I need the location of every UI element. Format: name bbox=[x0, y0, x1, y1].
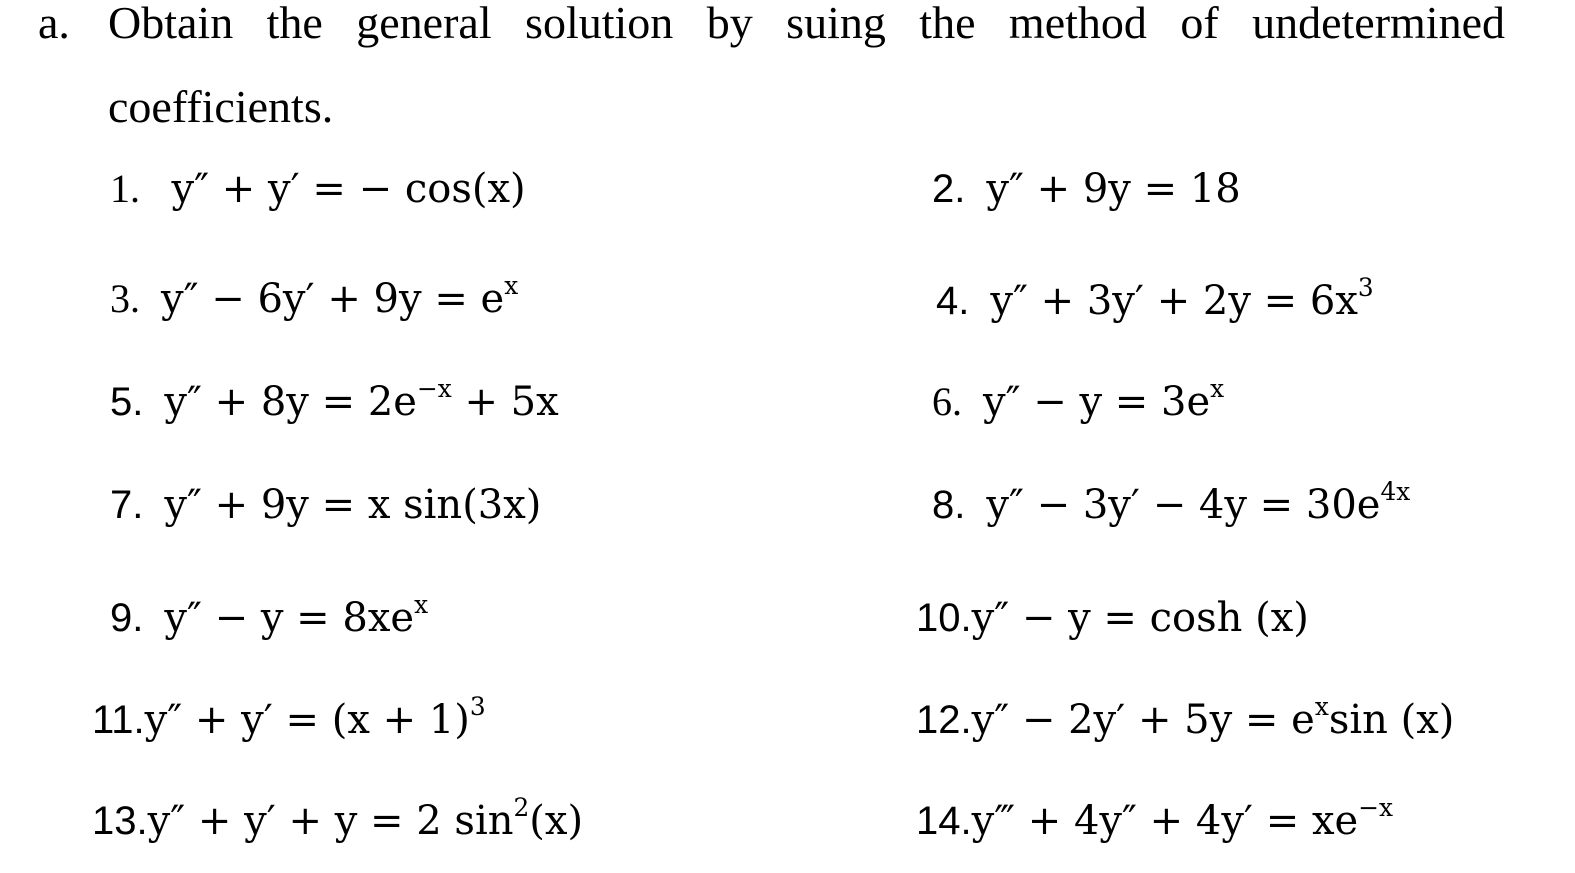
problem-equation: $y'' + y' = (x + 1)^3$ bbox=[144, 692, 486, 743]
problem-number: 11. bbox=[92, 698, 145, 742]
problem-number: 6. bbox=[932, 379, 962, 424]
problem-equation: y″ + 9y = 18 bbox=[986, 166, 1241, 212]
heading-label: a. bbox=[38, 0, 70, 48]
problem-6 bbox=[932, 374, 1225, 425]
problem-equation: $y'' + 3y' + 2y = 6x^3$ bbox=[990, 273, 1374, 324]
problem-9 bbox=[110, 590, 429, 641]
problem-number: 2. bbox=[932, 167, 966, 211]
problem-equation: y″ + 9y = x sin(3x) bbox=[164, 482, 542, 528]
problem-equation: $y'' - y = 3e^x$ bbox=[983, 374, 1225, 425]
problem-number: 10. bbox=[916, 596, 972, 640]
problem-number: 9. bbox=[110, 596, 144, 640]
problem-equation: $y'' - 2y' + 5y = e^x\sin$ (x) bbox=[971, 692, 1455, 743]
problem-4 bbox=[936, 273, 1374, 324]
problem-12 bbox=[916, 692, 1455, 743]
problem-5 bbox=[110, 374, 559, 425]
problem-number: 7. bbox=[110, 483, 144, 527]
problem-equation: $y'' - 3y' - 4y = 30e^{4x}$ bbox=[986, 477, 1411, 528]
problem-equation: y″ + y′ + y = 2 $\sin^2(x)$ bbox=[147, 793, 584, 844]
problem-equation: y″ − y = cosh (x) bbox=[971, 595, 1309, 641]
problem-13 bbox=[92, 793, 584, 844]
problem-7 bbox=[110, 484, 541, 526]
problem-11 bbox=[92, 692, 486, 743]
problem-equation: $y'' - 6y' + 9y = e^x$ bbox=[161, 271, 519, 322]
problem-number: 3. bbox=[110, 276, 140, 321]
problem-number: 4. bbox=[936, 279, 970, 323]
problem-1 bbox=[110, 168, 526, 210]
problem-number: 13. bbox=[92, 799, 148, 843]
problem-10 bbox=[916, 597, 1309, 639]
problem-number: 5. bbox=[110, 380, 144, 424]
problem-number: 14. bbox=[916, 799, 972, 843]
problem-number: 12. bbox=[916, 698, 972, 742]
problem-3 bbox=[110, 271, 519, 322]
problem-number: 1. bbox=[110, 166, 140, 211]
problem-2 bbox=[932, 168, 1241, 210]
heading-text: Obtain the general solution by suing the method of undetermined bbox=[108, 0, 1505, 48]
problem-equation: y″ + y′ = − cos(x) bbox=[171, 166, 526, 212]
problem-number: 8. bbox=[932, 483, 966, 527]
heading-line-2: coefficients. bbox=[108, 81, 334, 132]
problem-equation: y‴ + $4y'' + 4y' = xe^{-x}$ bbox=[971, 793, 1393, 844]
problem-8 bbox=[932, 477, 1411, 528]
problem-equation: $y'' + 8y = 2e^{-x} + 5x$ bbox=[164, 374, 559, 425]
problem-14 bbox=[916, 793, 1393, 844]
problem-equation: $y'' - y = 8xe^x$ bbox=[164, 590, 429, 641]
